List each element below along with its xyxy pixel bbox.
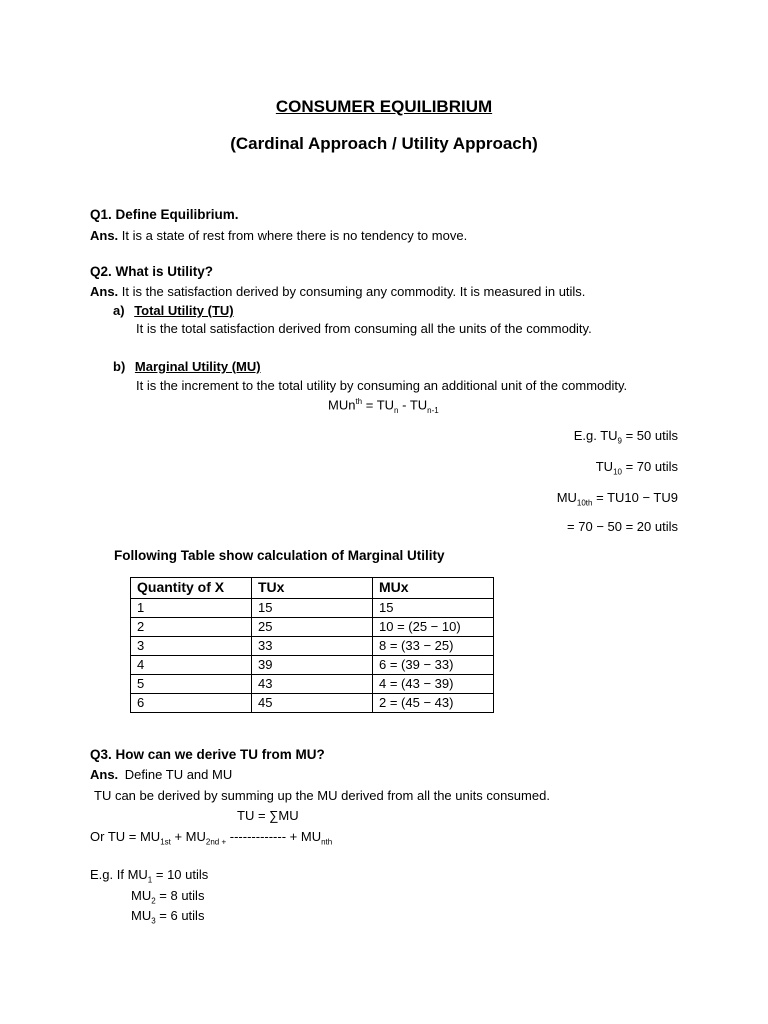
table-row bbox=[131, 694, 494, 713]
q2-a-marker: a) bbox=[113, 303, 125, 318]
header-quantity: Quantity of X bbox=[131, 578, 252, 599]
q3ex3-sub: 3 bbox=[151, 916, 156, 926]
ex3-pre: MU bbox=[556, 490, 577, 505]
ex1-sub: 9 bbox=[617, 436, 622, 446]
f2-s1: 1st bbox=[160, 837, 171, 847]
cell-quantity: 5 bbox=[131, 675, 252, 694]
ex1-pre: E.g. TU bbox=[573, 428, 618, 443]
header-mux: MUx bbox=[373, 578, 494, 599]
ex3-post: = TU10 − TU9 bbox=[592, 490, 678, 505]
page-subtitle: (Cardinal Approach / Utility Approach) bbox=[230, 134, 538, 153]
cell-mux: 10 = (25 − 10) bbox=[373, 618, 494, 637]
table-row bbox=[131, 599, 494, 618]
f2-pre: Or TU = MU bbox=[90, 829, 161, 844]
example-line-4: = 70 − 50 = 20 utils bbox=[567, 519, 678, 534]
table-header-row bbox=[131, 578, 494, 599]
q2-a-heading: Total Utility (TU) bbox=[134, 303, 234, 318]
cell-tux: 33 bbox=[252, 637, 373, 656]
q3-text: TU can be derived by summing up the MU derived from all the units consumed. bbox=[94, 788, 550, 803]
ex2-post: = 70 utils bbox=[621, 459, 678, 474]
q2-a-text: It is the total satisfaction derived from consuming all the units of the commodity. bbox=[136, 321, 592, 336]
marginal-utility-table bbox=[130, 577, 494, 713]
page-title: CONSUMER EQUILIBRIUM bbox=[275, 97, 493, 116]
cell-quantity: 2 bbox=[131, 618, 252, 637]
cell-tux: 39 bbox=[252, 656, 373, 675]
table-row bbox=[131, 675, 494, 694]
q3-formula-2 bbox=[90, 829, 332, 848]
mu-formula-n1: n-1 bbox=[427, 405, 439, 415]
mu-formula-mu: MUn bbox=[328, 397, 356, 413]
q2-ans-label: Ans. bbox=[90, 284, 119, 299]
example-line-1 bbox=[574, 428, 678, 447]
cell-quantity: 6 bbox=[131, 694, 252, 713]
q2-b-heading: Marginal Utility (MU) bbox=[134, 359, 261, 374]
q3ex1-sub: 1 bbox=[147, 875, 153, 885]
ex3-sub: 10th bbox=[576, 498, 593, 508]
q1-ans-label: Ans. bbox=[90, 228, 119, 243]
table-caption: Following Table show calculation of Marginal Utility bbox=[114, 548, 445, 563]
f2-dash: ------------- + MU bbox=[226, 829, 322, 844]
header-tux: TUx bbox=[252, 578, 373, 599]
example-line-2 bbox=[596, 459, 678, 478]
cell-tux: 43 bbox=[252, 675, 373, 694]
f2-p2: + MU bbox=[170, 829, 206, 844]
q3ex2-post: = 8 utils bbox=[155, 888, 205, 903]
example-line-3 bbox=[557, 490, 678, 509]
cell-mux: 8 = (33 − 25) bbox=[373, 637, 494, 656]
q2-question: Q2. What is Utility? bbox=[90, 264, 214, 279]
q3ex2-pre: MU bbox=[131, 888, 152, 903]
ex1-post: = 50 utils bbox=[621, 428, 678, 443]
cell-quantity: 3 bbox=[131, 637, 252, 656]
cell-mux: 15 bbox=[373, 599, 494, 618]
mu-formula-n: n bbox=[394, 405, 399, 415]
q3ex3-post: = 6 utils bbox=[155, 908, 205, 923]
cell-tux: 15 bbox=[252, 599, 373, 618]
ex2-pre: TU bbox=[595, 459, 614, 474]
mu-formula bbox=[328, 397, 439, 416]
q1-answer: It is a state of rest from where there is no tendency to move. bbox=[121, 228, 468, 243]
f2-s2: 2nd + bbox=[205, 837, 227, 847]
q2-b-text: It is the increment to the total utility by consuming an additional unit of the commodity. bbox=[136, 378, 628, 393]
q2-answer-line bbox=[90, 284, 585, 300]
mu-formula-th: th bbox=[355, 397, 363, 406]
q3-formula-1: TU = ∑MU bbox=[237, 808, 299, 823]
cell-quantity: 1 bbox=[131, 599, 252, 618]
q2-a-heading-line bbox=[113, 303, 234, 319]
q3ex2-sub: 2 bbox=[151, 896, 156, 906]
ex2-sub: 10 bbox=[613, 467, 622, 477]
q3ex3-pre: MU bbox=[131, 908, 152, 923]
cell-tux: 45 bbox=[252, 694, 373, 713]
mu-formula-eq: = TU bbox=[362, 397, 395, 413]
table-row bbox=[131, 656, 494, 675]
table-row bbox=[131, 637, 494, 656]
q3-question: Q3. How can we derive TU from MU? bbox=[90, 747, 325, 762]
q2-b-heading-line bbox=[113, 359, 261, 375]
cell-mux: 2 = (45 − 43) bbox=[373, 694, 494, 713]
cell-tux: 25 bbox=[252, 618, 373, 637]
f2-s3: nth bbox=[321, 837, 333, 847]
q2-answer: It is the satisfaction derived by consuming any commodity. It is measured in utils. bbox=[121, 284, 586, 299]
cell-mux: 6 = (39 − 33) bbox=[373, 656, 494, 675]
q3-example-2 bbox=[131, 888, 204, 907]
q2-b-marker: b) bbox=[113, 359, 126, 374]
q3-answer-line bbox=[90, 767, 232, 783]
q3-ans-label: Ans. bbox=[90, 767, 119, 782]
q3-example-3 bbox=[131, 908, 204, 927]
q3-answer: Define TU and MU bbox=[124, 767, 233, 782]
q1-question: Q1. Define Equilibrium. bbox=[90, 207, 239, 222]
q3ex1-post: = 10 utils bbox=[152, 867, 209, 882]
cell-quantity: 4 bbox=[131, 656, 252, 675]
q1-answer-line bbox=[90, 228, 467, 244]
q3-example-1 bbox=[90, 867, 208, 886]
table-row bbox=[131, 618, 494, 637]
mu-formula-minus: - TU bbox=[398, 397, 428, 413]
q3ex1-pre: E.g. If MU bbox=[90, 867, 148, 882]
cell-mux: 4 = (43 − 39) bbox=[373, 675, 494, 694]
